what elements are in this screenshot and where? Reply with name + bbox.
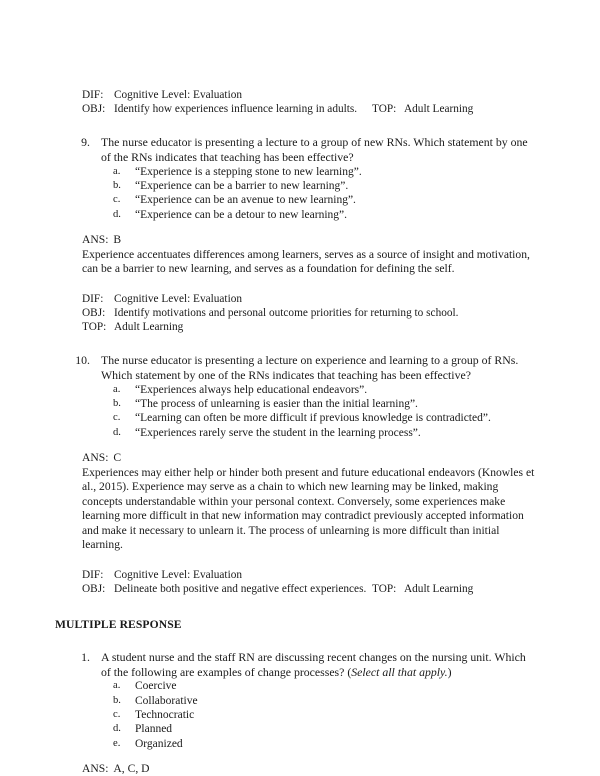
option-label-d: d. — [113, 208, 121, 220]
option-label-a: a. — [113, 165, 121, 177]
metadata-value-obj: Identify how experiences influence learning in adults. — [114, 103, 358, 116]
answer-block-mr-1 — [82, 762, 538, 776]
metadata-value-dif-9: Cognitive Level: Evaluation — [114, 292, 243, 305]
rationale-10: Experiences may either help or hinder both present and future educational endeavors (Knowles et al., 2015). Experience may serve as a chain to which new learning may be linked, making concepts understandable within your personal context. Conversely, some experiences make learning more difficult in that new information may contradict previously accepted information and make it necessary to unlearn it. The process of unlearning is more difficult than initial learning. — [82, 465, 535, 552]
metadata-value-obj-9: Identify motivations and personal outcome priorities for returning to school. — [114, 306, 459, 319]
options-list-9 — [101, 165, 538, 223]
metadata-key-dif: DIF: — [82, 89, 104, 101]
metadata-row-obj-9 — [82, 306, 538, 320]
option-mr1-e[interactable] — [113, 737, 538, 751]
answer-value-mr-1: A, C, D — [113, 762, 150, 776]
option-label-e: e. — [113, 737, 121, 749]
option-label-d: d. — [113, 723, 121, 735]
metadata-row-dif — [82, 88, 538, 102]
option-text-b: Collaborative — [135, 694, 198, 707]
metadata-key-obj-10: OBJ: — [82, 582, 106, 595]
answer-value-9: B — [113, 233, 122, 247]
question-stem-italic: Select all that apply. — [351, 664, 448, 679]
answer-line-10 — [82, 451, 538, 466]
metadata-key-top-10: TOP: — [372, 582, 397, 595]
metadata-row-dif-10 — [82, 568, 538, 582]
option-text-d: Planned — [135, 723, 173, 736]
option-text-b: “Experience can be a barrier to new learning”. — [135, 180, 349, 192]
answer-line-mr-1 — [82, 762, 538, 776]
option-label-d: d. — [113, 426, 121, 438]
metadata-key-top: TOP: — [372, 103, 397, 116]
answer-line-9 — [82, 233, 538, 248]
options-list-mr-1 — [101, 679, 538, 751]
option-mr1-a[interactable] — [113, 679, 538, 693]
section-heading-multiple-response: MULTIPLE RESPONSE — [55, 618, 182, 632]
option-label-a: a. — [113, 383, 121, 395]
option-text-d: “Experience can be a detour to new learning”. — [135, 208, 348, 221]
question-item-10 — [68, 353, 538, 440]
question-stem-pre: A student nurse and the staff RN are discussing recent changes on the nursing unit. Which of the following are examples of change processes? ( — [101, 650, 526, 679]
option-mr1-d[interactable] — [113, 722, 538, 736]
option-label-b: b. — [113, 397, 121, 409]
option-10-d[interactable] — [113, 426, 538, 440]
question-stem-10: The nurse educator is presenting a lecture on experience and learning to a group of RNs. Which statement by one of the RNs indicates that teaching has been effective? — [101, 353, 519, 382]
option-text-e: Organized — [135, 737, 183, 750]
metadata-value-top-10: Adult Learning — [404, 582, 474, 595]
answer-value-10: C — [113, 451, 122, 465]
question-number-10: 10. — [75, 353, 90, 368]
option-label-b: b. — [113, 694, 121, 706]
question-stem-mr-1 — [101, 650, 538, 679]
answer-key-9: ANS: — [82, 233, 109, 247]
metadata-value-dif-10: Cognitive Level: Evaluation — [114, 568, 243, 581]
metadata-key-dif-10: DIF: — [82, 568, 104, 581]
metadata-row-obj — [82, 102, 538, 116]
options-list-10 — [101, 383, 538, 441]
metadata-value-top-9: Adult Learning — [114, 321, 184, 334]
option-label-c: c. — [113, 709, 121, 721]
rationale-9: Experience accentuates differences among learners, serves as a source of insight and motivation, can be a barrier to new learning, and serves as a foundation for defining the self. — [82, 247, 530, 276]
option-text-b: “The process of unlearning is easier than the initial learning”. — [135, 397, 418, 410]
metadata-row-dif-9 — [82, 292, 538, 306]
option-text-c: “Learning can often be more difficult if previous knowledge is contradicted”. — [135, 412, 491, 425]
metadata-key-obj-9: OBJ: — [82, 306, 106, 319]
option-text-c: “Experience can be an avenue to new learning”. — [135, 194, 356, 207]
question-item-mr-1 — [68, 650, 538, 751]
answer-key-mr-1: ANS: — [82, 762, 109, 776]
metadata-key-obj: OBJ: — [82, 103, 106, 116]
metadata-row-top-9 — [82, 320, 538, 334]
option-10-c[interactable] — [113, 411, 538, 425]
option-text-a: Coercive — [135, 680, 177, 693]
question-stem-post: ) — [447, 664, 452, 679]
metadata-block-10 — [82, 568, 538, 596]
option-mr1-b[interactable] — [113, 694, 538, 708]
option-10-a[interactable] — [113, 383, 538, 397]
option-text-a: “Experience is a stepping stone to new learning”. — [135, 165, 362, 178]
metadata-row-obj-10 — [82, 582, 538, 596]
metadata-value-dif: Cognitive Level: Evaluation — [114, 89, 243, 101]
metadata-block-9 — [82, 292, 538, 335]
option-9-b[interactable] — [113, 179, 538, 193]
answer-key-10: ANS: — [82, 451, 109, 465]
metadata-key-dif-9: DIF: — [82, 292, 104, 305]
option-9-d[interactable] — [113, 208, 538, 222]
option-9-c[interactable] — [113, 193, 538, 207]
option-9-a[interactable] — [113, 165, 538, 179]
answer-block-9 — [82, 233, 538, 277]
metadata-value-top: Adult Learning — [404, 103, 474, 116]
option-label-c: c. — [113, 194, 121, 206]
option-mr1-c[interactable] — [113, 708, 538, 722]
question-number-9: 9. — [81, 135, 90, 150]
option-label-c: c. — [113, 412, 121, 424]
metadata-block-prev — [82, 88, 538, 116]
answer-block-10 — [82, 451, 538, 553]
option-10-b[interactable] — [113, 397, 538, 411]
metadata-key-top-9: TOP: — [82, 321, 107, 334]
option-text-a: “Experiences always help educational endeavors”. — [135, 383, 368, 396]
option-text-d: “Experiences rarely serve the student in the learning process”. — [135, 426, 421, 439]
option-label-a: a. — [113, 680, 121, 692]
option-label-b: b. — [113, 180, 121, 191]
metadata-value-obj-10: Delineate both positive and negative effect experiences. — [114, 582, 367, 595]
option-text-c: Technocratic — [135, 709, 195, 722]
question-number-mr-1: 1. — [81, 650, 90, 665]
question-stem-9: The nurse educator is presenting a lecture to a group of new RNs. Which statement by one of the RNs indicates that teaching has been effective? — [101, 135, 528, 164]
question-item-9 — [68, 135, 538, 222]
